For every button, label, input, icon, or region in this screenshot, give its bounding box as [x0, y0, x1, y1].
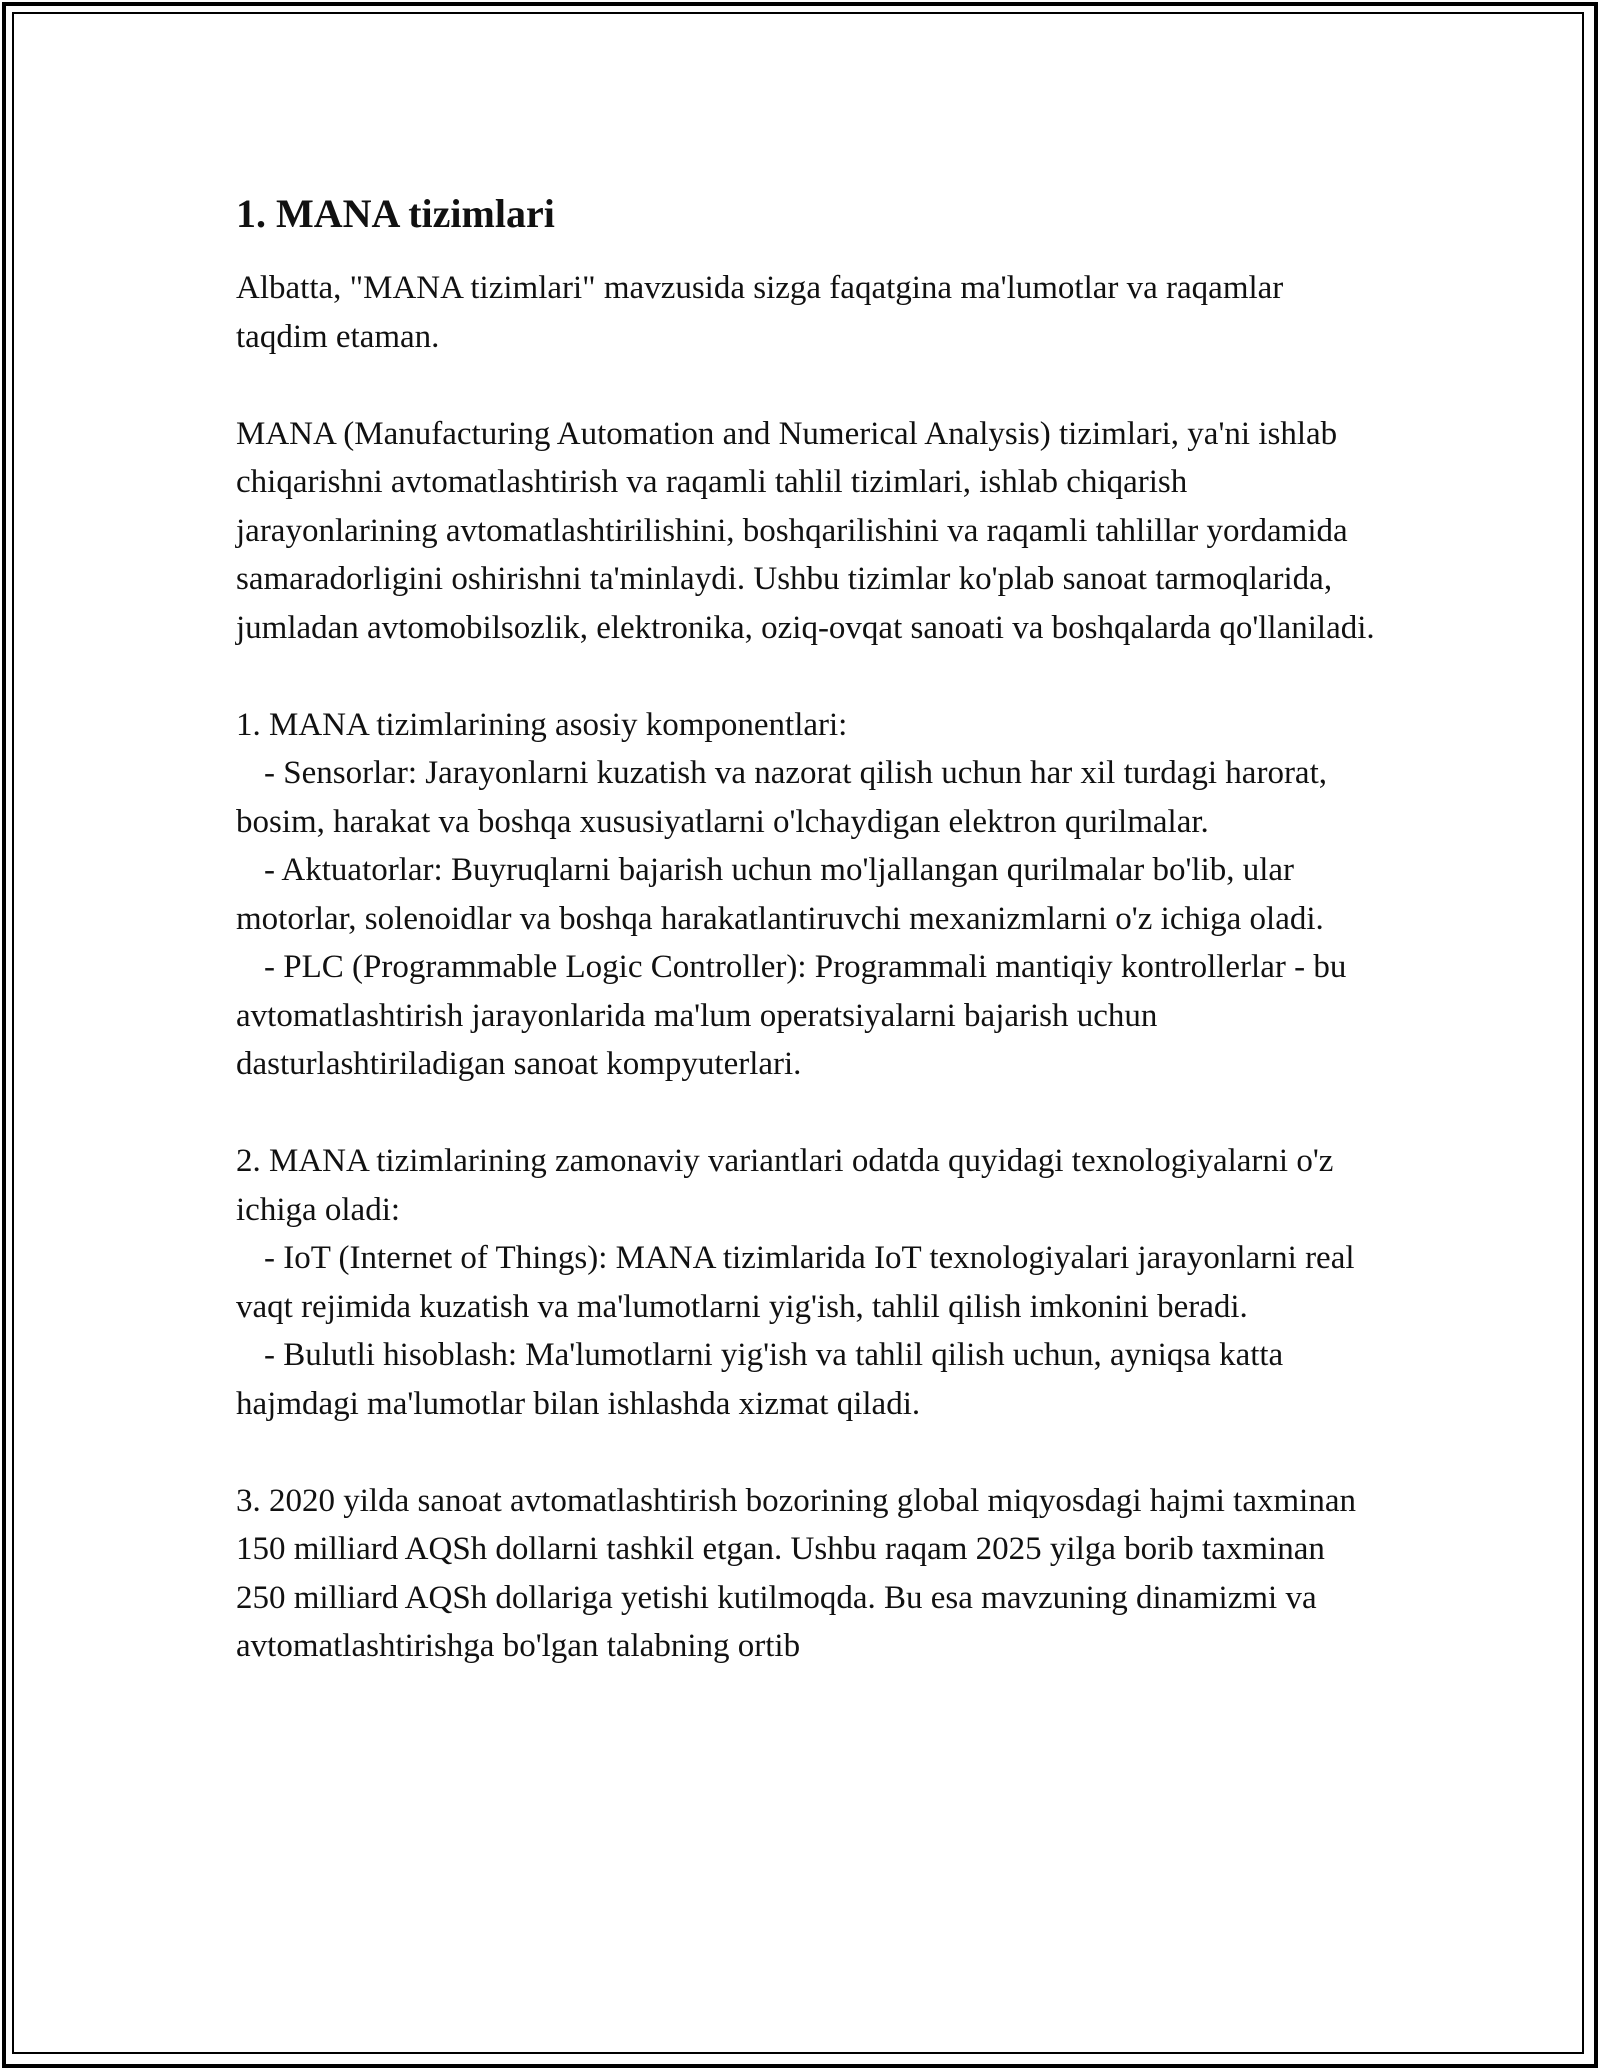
list-item-plc: - PLC (Programmable Logic Controller): Programmali mantiqiy kontrollerlar - bu avtomatlashtirish jarayonlarida ma'lum operatsiyalarni bajarish uchun dasturlashtiriladigan sanoat kompyuterlari.	[236, 949, 1347, 1082]
overview-paragraph	[236, 410, 1376, 653]
section-modern-variants	[236, 1137, 1376, 1428]
intro-text: Albatta, "MANA tizimlari" mavzusida sizga faqatgina ma'lumotlar va raqamlar taqdim etaman.	[236, 270, 1284, 355]
list-item-iot: - IoT (Internet of Things): MANA tizimlarida IoT texnologiyalari jarayonlarni real vaqt rejimida kuzatish va ma'lumotlarni yig'ish, tahlil qilish imkonini beradi.	[236, 1240, 1355, 1325]
section-modern-heading: 2. MANA tizimlarining zamonaviy variantlari odatda quyidagi texnologiyalarni o'z ichiga oladi:	[236, 1143, 1334, 1228]
document-page	[236, 190, 1376, 1719]
intro-paragraph	[236, 264, 1376, 361]
list-item-sensors: - Sensorlar: Jarayonlarni kuzatish va nazorat qilish uchun har xil turdagi harorat, bosim, harakat va boshqa xususiyatlarni o'lchaydigan elektron qurilmalar.	[236, 755, 1327, 840]
market-text: 3. 2020 yilda sanoat avtomatlashtirish bozorining global miqyosdagi hajmi taxminan 150 milliard AQSh dollarni tashkil etgan. Ushbu raqam 2025 yilga borib taxminan 250 milliard AQSh dollariga yetishi kutilmoqda. Bu esa mavzuning dinamizmi va avtomatlashtirishga bo'lgan talabning ortib	[236, 1482, 1356, 1664]
section-market	[236, 1477, 1376, 1671]
section-components	[236, 701, 1376, 1089]
section-components-heading: 1. MANA tizimlarining asosiy komponentlari:	[236, 706, 848, 743]
list-item-actuators: - Aktuatorlar: Buyruqlarni bajarish uchun mo'ljallangan qurilmalar bo'lib, ular motorlar, solenoidlar va boshqa harakatlantiruvchi mexanizmlarni o'z ichiga oladi.	[236, 852, 1324, 937]
list-item-cloud: - Bulutli hisoblash: Ma'lumotlarni yig'ish va tahlil qilish uchun, ayniqsa katta hajmdagi ma'lumotlar bilan ishlashda xizmat qiladi.	[236, 1337, 1284, 1422]
overview-text: MANA (Manufacturing Automation and Numerical Analysis) tizimlari, ya'ni ishlab chiqarishni avtomatlashtirish va raqamli tahlil tizimlari, ishlab chiqarish jarayonlarining avtomatlashtirilishini, boshqarilishini va raqamli tahlillar yordamida samaradorligini oshirishni ta'minlaydi. Ushbu tizimlar ko'plab sanoat tarmoqlarida, jumladan avtomobilsozlik, elektronika, oziq-ovqat sanoati va boshqalarda qo'llaniladi.	[236, 415, 1375, 646]
document-title: 1. MANA tizimlari	[236, 191, 555, 236]
